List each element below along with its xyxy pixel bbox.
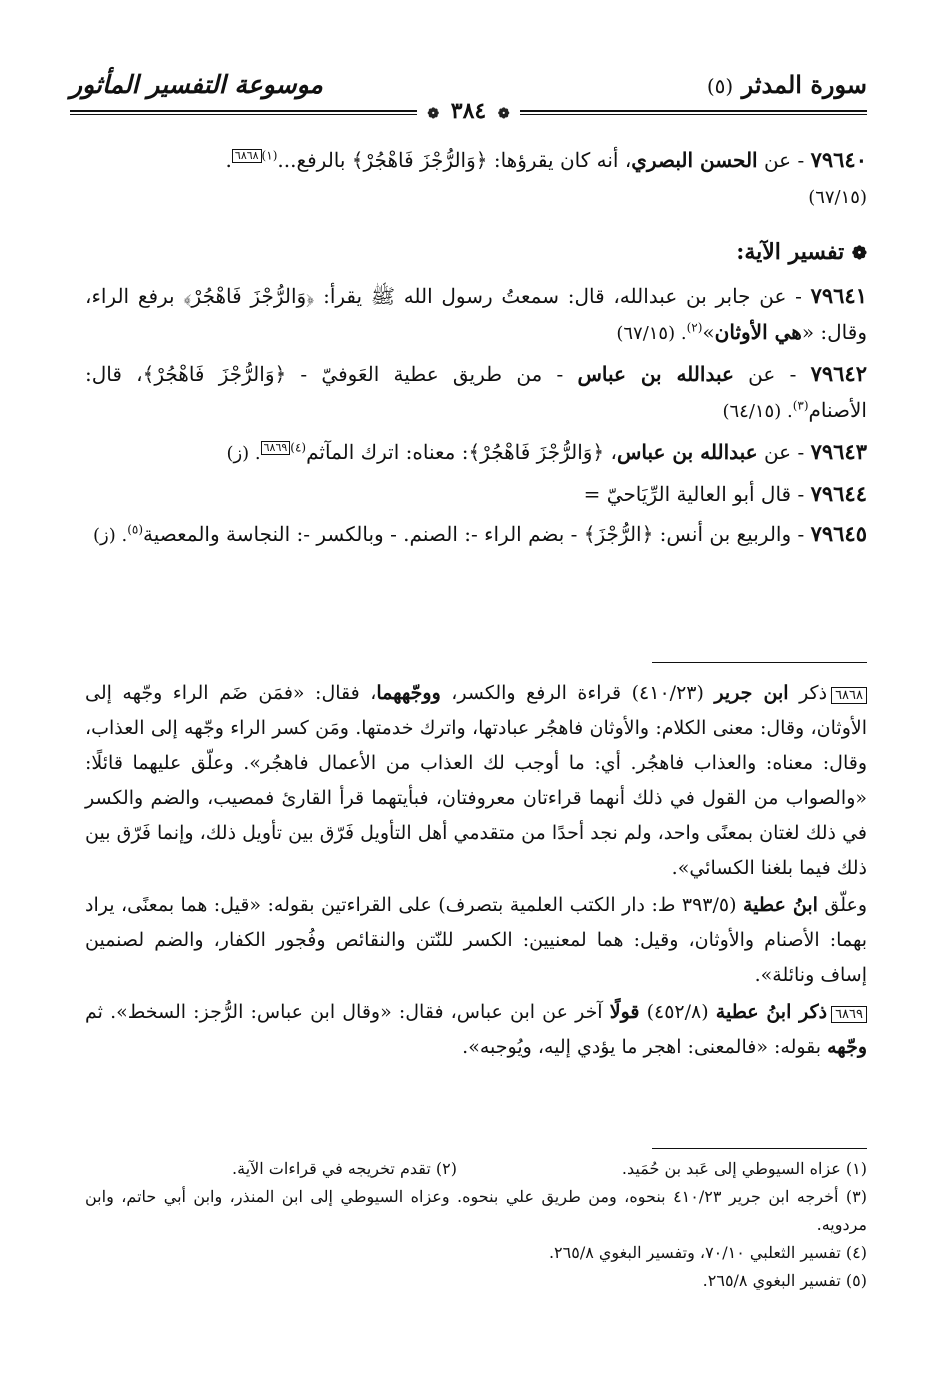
note-ref-box[interactable]: ٦٨٦٨ [232,149,262,163]
footnotes-divider [652,1148,867,1149]
footnote-ref[interactable]: (٢) [686,320,703,335]
note-6868 [85,676,867,886]
book-title: موسوعة التفسير المأثور [70,70,323,99]
entry-79640 [85,142,867,216]
entry-quote-bold: هي الأوثان [714,320,802,344]
entry-number: ٧٩٦٤٥ [810,521,867,546]
footnote-4: (٤) تفسير الثعلبي ٧٠/١٠، وتفسير البغوي ٢٦٥/٨. [548,1243,867,1262]
footnote-ref[interactable]: (٥) [127,522,144,537]
flower-icon: ❁ [851,243,867,264]
main-text [85,142,867,558]
entry-source: عبدالله بن عباس [616,440,758,464]
note-bold: وجّهه [827,1036,867,1058]
entry-79643 [85,434,867,472]
entry-text: ، أنه كان يقرؤها: ﴿وَالرُّجْزَ فَاهْجُرْ﴾ بالرفع... [277,148,632,172]
entry-text: - قال أبو العالية الرِّيَاحيّ = [583,482,811,506]
page-number-block [70,98,867,124]
entry-79642 [85,356,867,430]
note-6868-continued [85,888,867,993]
note-bold: ذكر ابنُ عطية [715,1001,828,1023]
entry-text: » [702,320,715,344]
volume-ref: . (ز) [93,525,128,546]
entry-text: ، ﴿وَالرُّجْزَ فَاهْجُرْ﴾: معناه: اترك المآثم [306,440,617,464]
surah-title [707,70,867,99]
volume-ref: . (ز) [226,443,261,464]
entry-source: عبدالله بن عباس [577,362,734,386]
entry-text: - عن [757,440,811,464]
page-header [70,70,867,130]
note-bold: ووجّههما [376,682,441,704]
note-text: آخر عن ابن عباس، فقال: «وقال ابن عباس: الرُّجز: السخط». ثم [85,1001,610,1023]
entry-text: - عن جابر بن عبدالله، قال: سمعتُ رسول الله ﷺ يقرأ: ﴿وَالرُّجْزَ فَاهْجُرْ﴾ برفع الراء، وقال: « [85,284,867,344]
entry-text: - عن [733,362,811,386]
ornament-icon: ❁ [497,106,510,122]
entry-text: - والربيع بن أنس: ﴿الرُّجْزَ﴾ - بضم الراء -: الصنم. - وبالكسر -: النجاسة والمعصية [143,522,811,546]
note-bold: ابنُ عطية [742,894,818,916]
footnote-2: (٢) تقدم تخريجه في قراءات الآية. [232,1159,457,1178]
section-title: تفسير الآية: [736,239,845,265]
footnote-ref[interactable]: (٤) [290,440,307,455]
footnote-5: (٥) تفسير البغوي ٢٦٥/٨. [702,1271,867,1290]
footnote-ref[interactable]: (١) [261,148,278,163]
footnotes [85,1155,867,1295]
footnote-1: (١) عزاه السيوطي إلى عَبد بن حُمَيد. [621,1159,867,1178]
entry-number: ٧٩٦٤٤ [810,481,867,506]
entry-text: . [225,148,232,172]
entry-text: - عن [757,148,811,172]
footnote-row [85,1155,867,1183]
entry-79645 [85,516,867,554]
note-number-box: ٦٨٦٩ [831,1006,867,1023]
volume-ref: . (٦٧/١٥) [616,323,687,344]
entry-text: - من طريق عطية العَوفيّ - ﴿وَالرُّجْزَ فَاهْجُرْ﴾، قال: الأصنام [85,362,867,422]
section-heading [85,234,867,272]
note-bold: ابن جرير [714,682,789,704]
entry-number: ٧٩٦٤٢ [810,361,867,386]
note-text: (٤١٠/٢٣) قراءة الرفع والكسر، [440,682,715,704]
entry-79644 [85,476,867,512]
note-text: (٣٩٣/٥ ط: دار الكتب العلمية بتصرف) على القراءتين بقوله: «قيل: هما بمعنًى، يراد بهما: الأصنام والأوثان، وقيل: هما لمعنيين: الكسر للنّتن والنقائص وفُجور الكفار، والضم لصنمين إساف ونائلة». [85,894,867,986]
page-number: ٣٨٤ [450,98,487,124]
footnote-3: (٣) أخرجه ابن جرير ٤١٠/٢٣ بنحوه، ومن طريق علي بنحوه. وعزاه السيوطي إلى ابن المنذر، وابن أبي حاتم، وابن مردويه. [85,1187,868,1234]
commentary-notes [85,676,867,1067]
footnote-ref[interactable]: (٣) [792,398,809,413]
note-text: ، فقال: «فمَن ضَم الراء وجّهه إلى الأوثان، وقال: معنى الكلام: والأوثان فاهجُر عبادتها، واترك خدمتها. ومَن كسر الراء وجّهه إلى العذاب، وقال: معناه: والعذاب فاهجُر. أي: ما أوجب لك العذاب من الأعمال فاهجُر». وعلّق عليهما قائلًا: «والصواب من القول في ذلك أنهما قراءتان معروفتان، فبأيتهما قرأ القارئ فمصيب، والضم والكسر في ذلك لغتان بمعنًى واحد، ولم نجد أحدًا من متقدمي أهل التأويل فَرّق بين تأويل ذلك، وإنما فَرّق بين ذلك فيما بلغنا الكسائي». [85,682,867,879]
surah-number: (٥) [706,74,734,98]
surah-name: سورة المدثر [741,70,867,99]
entry-number: ٧٩٦٤١ [810,283,867,308]
note-text: وعلّق [817,894,867,916]
entry-number: ٧٩٦٤٠ [810,147,867,172]
note-6869 [85,995,867,1065]
ornament-icon: ❁ [427,106,440,122]
notes-divider [652,662,867,663]
note-bold: قولًا [609,1001,640,1023]
volume-ref: (٦٧/١٥) [808,187,867,208]
entry-source: الحسن البصري [631,148,758,172]
entry-79641 [85,278,867,352]
note-number-box: ٦٨٦٨ [831,687,867,704]
note-text: (٤٥٢/٨) [639,1001,716,1023]
note-text: ذكر [788,682,828,704]
note-ref-box[interactable]: ٦٨٦٩ [261,441,291,455]
note-text: بقوله: «فالمعنى: اهجر ما يؤدي إليه، ويُوجبه». [462,1036,828,1058]
entry-number: ٧٩٦٤٣ [810,439,867,464]
volume-ref: . (٦٤/١٥) [722,401,793,422]
